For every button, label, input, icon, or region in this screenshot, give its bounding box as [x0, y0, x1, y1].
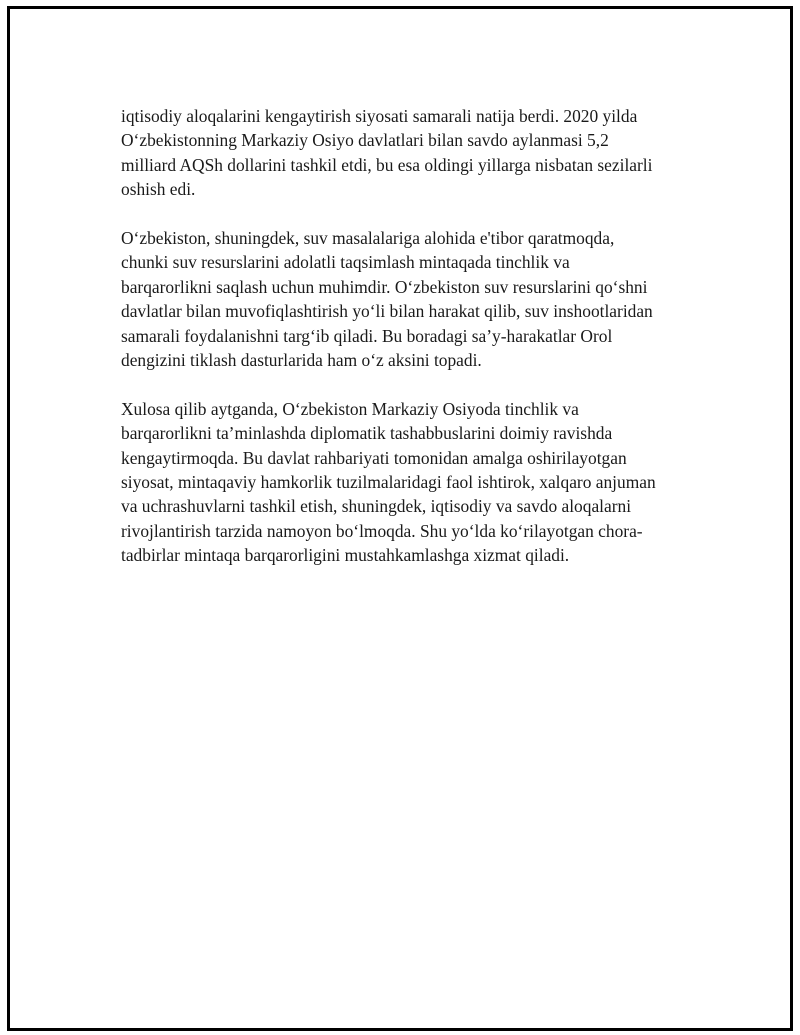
text-line: rivojlantirish tarzida namoyon bo‘lmoqda. Shu yo‘lda ko‘rilayotgan chora-: [121, 520, 643, 541]
paragraph-conclusion: [121, 397, 691, 568]
text-line: iqtisodiy aloqalarini kengaytirish siyosati samarali natija berdi. 2020 yilda: [121, 106, 638, 126]
text-line: oshish edi.: [121, 179, 196, 200]
text-line: barqarorlikni ta’minlashda diplomatik tashabbuslarini doimiy ravishda: [121, 423, 613, 444]
text-line: va uchrashuvlarni tashkil etish, shuningdek, iqtisodiy va savdo aloqalarni: [121, 496, 632, 517]
text-line: siyosat, mintaqaviy hamkorlik tuzilmalaridagi faol ishtirok, xalqaro anjuman: [121, 472, 656, 493]
text-line: dengizini tiklash dasturlarida ham o‘z aksini topadi.: [121, 350, 482, 371]
text-line: O‘zbekistonning Markaziy Osiyo davlatlari bilan savdo aylanmasi 5,2: [121, 130, 609, 151]
text-line: chunki suv resurslarini adolatli taqsimlash mintaqada tinchlik va: [121, 252, 570, 273]
text-line: Xulosa qilib aytganda, O‘zbekiston Markaziy Osiyoda tinchlik va: [121, 398, 579, 419]
text-line: samarali foydalanishni targ‘ib qiladi. Bu boradagi sa’y-harakatlar Orol: [121, 325, 613, 346]
paragraph-economic-relations: [121, 104, 691, 202]
text-line: kengaytirmoqda. Bu davlat rahbariyati tomonidan amalga oshirilayotgan: [121, 447, 627, 468]
text-line: O‘zbekiston, shuningdek, suv masalalariga alohida e'tibor qaratmoqda,: [121, 228, 615, 249]
text-line: davlatlar bilan muvofiqlashtirish yo‘li bilan harakat qilib, suv inshootlaridan: [121, 301, 653, 322]
document-body: [121, 104, 691, 592]
text-line: barqarorlikni saqlash uchun muhimdir. O‘zbekiston suv resurslarini qo‘shni: [121, 276, 648, 297]
text-line: tadbirlar mintaqa barqarorligini mustahkamlashga xizmat qiladi.: [121, 545, 570, 566]
paragraph-water-resources: [121, 226, 691, 372]
text-line: milliard AQSh dollarini tashkil etdi, bu esa oldingi yillarga nisbatan sezilarli: [121, 154, 653, 175]
page-frame: [7, 6, 793, 1031]
